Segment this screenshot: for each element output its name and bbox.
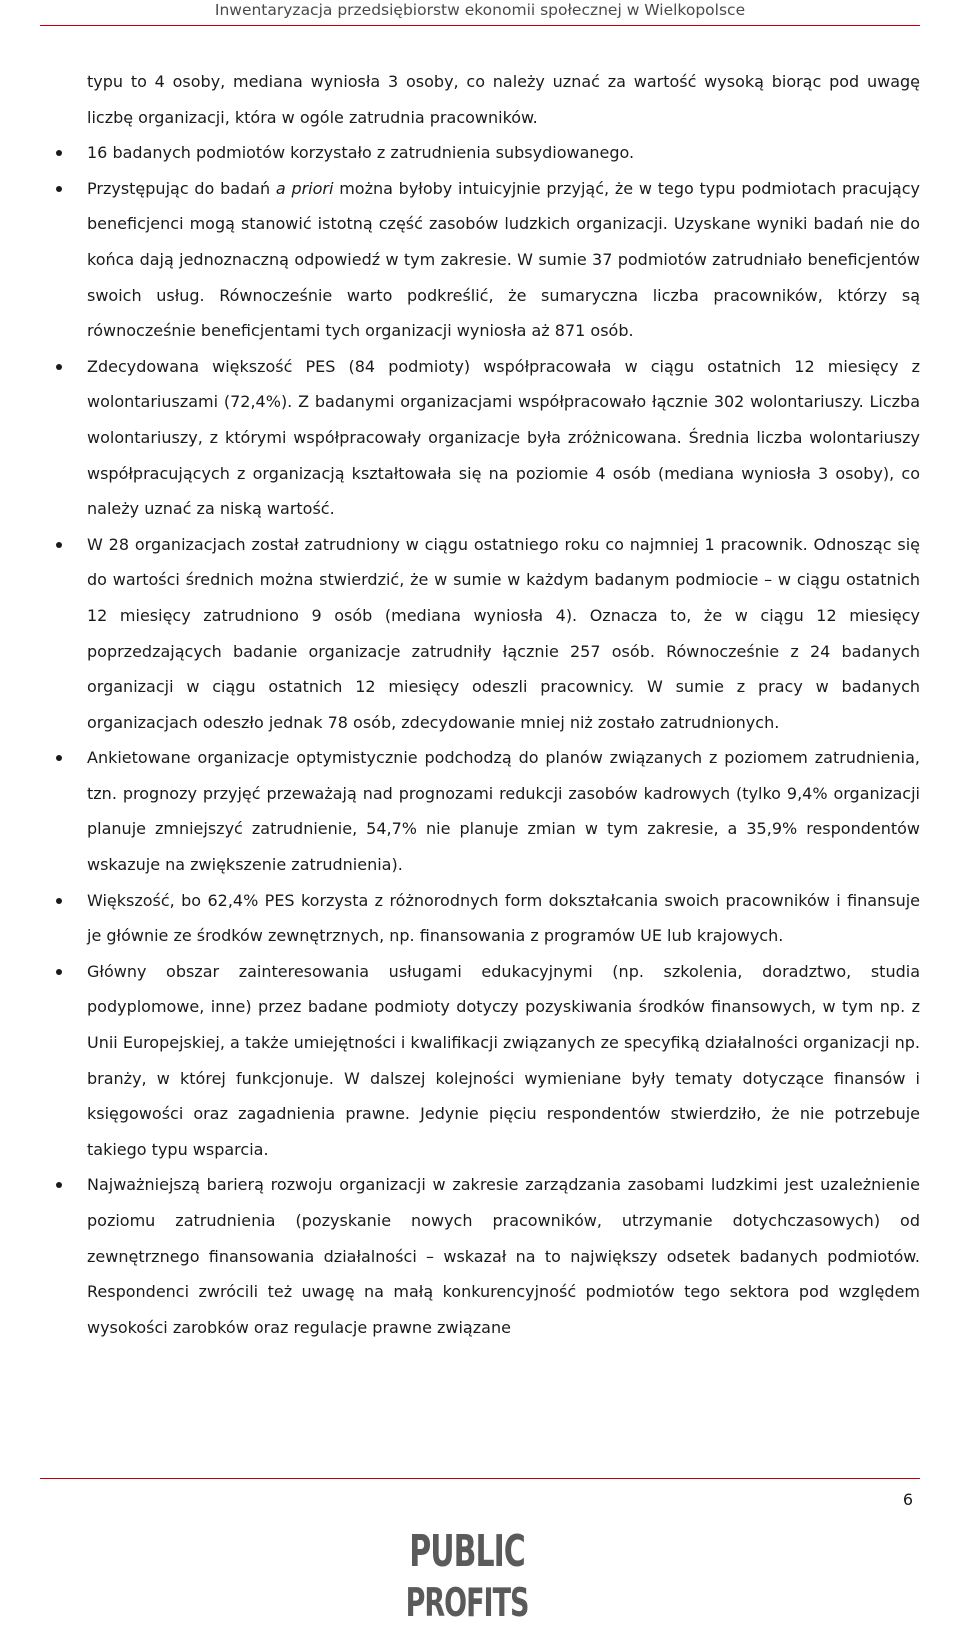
header-divider: [40, 25, 920, 26]
paragraph-italic: a priori: [275, 178, 334, 198]
bullet-icon: [56, 755, 62, 761]
logo-line-1: PUBLIC: [409, 1525, 525, 1577]
logo-line-2: PROFITS: [405, 1579, 529, 1626]
bullet-icon: [56, 364, 62, 370]
public-profits-logo: [405, 1520, 529, 1630]
paragraph-text-before: Przystępując do badań: [87, 178, 276, 198]
list-item: [30, 527, 920, 741]
list-item: [30, 1167, 920, 1345]
paragraph-text-after: można byłoby intuicyjnie przyjąć, że w tego typu podmiotach pracujący beneficjenci mogą stanowić istotną część zasobów ludzkich organizacji. Uzyskane wyniki badań nie do końca dają jednoznaczną odpowiedź w tym zakresie. W sumie 37 podmiotów zatrudniało beneficjentów swoich usług. Równocześnie warto podkreślić, że sumaryczna liczba pracowników, którzy są równocześnie beneficjentami tych organizacji wyniosła aż 871 osób.: [87, 178, 921, 341]
bullet-icon: [56, 1182, 62, 1188]
paragraph-text: Główny obszar zainteresowania usługami edukacyjnymi (np. szkolenia, doradztwo, studia podyplomowe, inne) przez badane podmioty dotyczy pozyskiwania środków finansowych, w tym np. z Unii Europejskiej, a także umiejętności i kwalifikacji związanych ze specyfiką działalności organizacji np. branży, w której funkcjonuje. W dalszej kolejności wymieniane były tematy dotyczące finansów i księgowości oraz zagadnienia prawne. Jedynie pięciu respondentów stwierdziło, że nie potrzebuje takiego typu wsparcia.: [87, 961, 920, 1159]
bullet-icon: [56, 186, 62, 192]
page-number: 6: [902, 1490, 913, 1509]
paragraph-text: 16 badanych podmiotów korzystało z zatrudnienia subsydiowanego.: [87, 143, 635, 163]
bullet-icon: [56, 969, 62, 975]
list-item: [30, 349, 920, 527]
page-header: [0, 0, 960, 38]
list-item: [30, 135, 920, 171]
paragraph-text: typu to 4 osoby, mediana wyniosła 3 osoby, co należy uznać za wartość wysoką biorąc pod uwagę liczbę organizacji, która w ogóle zatrudnia pracowników.: [87, 72, 920, 127]
list-item: [30, 171, 920, 349]
header-title: Inwentaryzacja przedsiębiorstw ekonomii społecznej w Wielkopolsce: [214, 1, 746, 19]
footer-divider: [40, 1478, 920, 1479]
paragraph-text: Ankietowane organizacje optymistycznie podchodzą do planów związanych z poziomem zatrudnienia, tzn. prognozy przyjęć przeważają nad prognozami redukcji zasobów kadrowych (tylko 9,4% organizacji planuje zmniejszyć zatrudnienie, 54,7% nie planuje zmian w tym zakresie, a 35,9% respondentów wskazuje na zwiększenie zatrudnienia).: [87, 748, 920, 875]
list-item: [30, 954, 920, 1168]
list-item-continuation: [30, 64, 920, 135]
paragraph-text: Większość, bo 62,4% PES korzysta z różnorodnych form dokształcania swoich pracowników i finansuje je głównie ze środków zewnętrznych, np. finansowania z programów UE lub krajowych.: [87, 890, 920, 946]
paragraph-text: W 28 organizacjach został zatrudniony w ciągu ostatniego roku co najmniej 1 pracownik. Odnosząc się do wartości średnich można stwierdzić, że w sumie w każdym badanym podmiocie – w ciągu ostatnich 12 miesięcy zatrudniono 9 osób (mediana wyniosła 4). Oznacza to, że w ciągu 12 miesięcy poprzedzających badanie organizacje zatrudniły łącznie 257 osób. Równocześnie z 24 badanych organizacji w ciągu ostatnich 12 miesięcy odeszli pracownicy. W sumie z pracy w badanych organizacjach odeszło jednak 78 osób, zdecydowanie mniej niż zostało zatrudnionych.: [87, 534, 920, 732]
bullet-icon: [56, 150, 62, 156]
bullet-icon: [56, 542, 62, 548]
list-item: [30, 740, 920, 882]
paragraph-text: Zdecydowana większość PES (84 podmioty) współpracowała w ciągu ostatnich 12 miesięcy z wolontariuszami (72,4%). Z badanymi organizacjami współpracowało łącznie 302 wolontariuszy. Liczba wolontariuszy, z którymi współpracowały organizacje była zróżnicowana. Średnia liczba wolontariuszy współpracujących z organizacją kształtowała się na poziomie 4 osób (mediana wyniosła 3 osoby), co należy uznać za niską wartość.: [87, 356, 920, 519]
document-body: [30, 64, 920, 1345]
bullet-list: [30, 64, 920, 1345]
list-item: [30, 883, 920, 954]
bullet-icon: [56, 898, 62, 904]
paragraph-text: Najważniejszą barierą rozwoju organizacji w zakresie zarządzania zasobami ludzkimi jest uzależnienie poziomu zatrudnienia (pozyskanie nowych pracowników, utrzymanie dotychczasowych) od zewnętrznego finansowania działalności – wskazał na to największy odsetek badanych podmiotów. Respondenci zwrócili też uwagę na małą konkurencyjność podmiotów tego sektora pod względem wysokości zarobków oraz regulacje prawne związane: [87, 1175, 920, 1337]
